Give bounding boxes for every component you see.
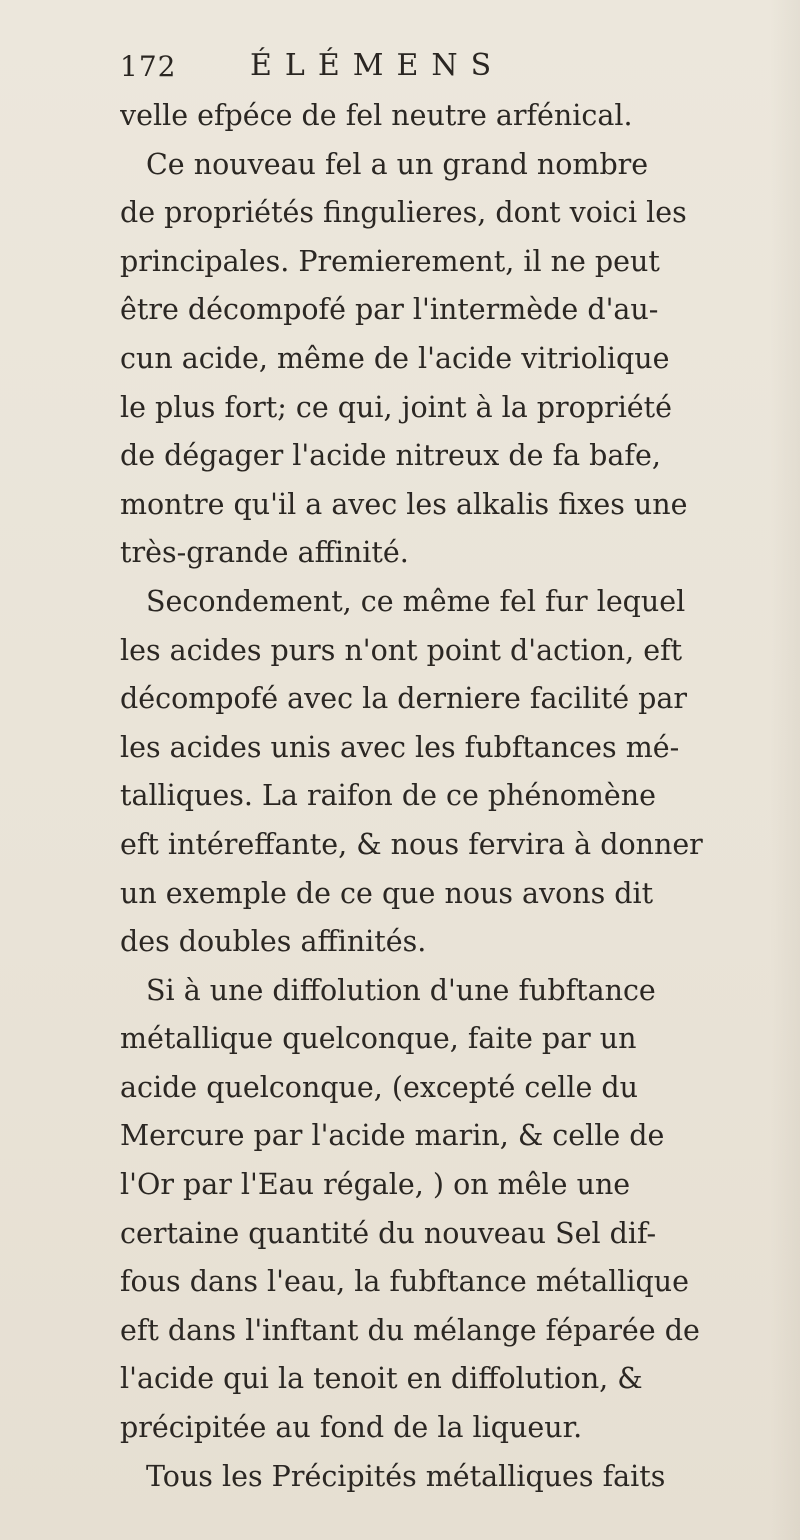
text-line: principales. Premierement, il ne peut	[120, 244, 660, 278]
page-number: 172	[120, 50, 177, 83]
body-text	[120, 92, 788, 1501]
text-line: les acides purs n'ont point d'action, eft	[120, 633, 683, 667]
text-line: acide quelconque, (excepté celle du	[120, 1070, 638, 1104]
text-line: eft dans l'inftant du mélange féparée de	[120, 1313, 700, 1347]
text-line: décompofé avec la derniere facilité par	[120, 682, 687, 716]
text-line: Tous les Précipités métalliques faits	[146, 1459, 666, 1493]
text-line: de dégager l'acide nitreux de fa bafe,	[120, 439, 661, 473]
page-edge-shadow	[770, 0, 800, 1540]
running-title: ÉLÉMENS	[250, 48, 505, 83]
text-line: très-grande affinité.	[120, 536, 409, 570]
text-line: Mercure par l'acide marin, & celle de	[120, 1119, 665, 1153]
text-line: les acides unis avec les fubftances mé-	[120, 730, 680, 764]
text-line: certaine quantité du nouveau Sel dif-	[120, 1216, 657, 1250]
text-line: Ce nouveau fel a un grand nombre	[146, 147, 649, 181]
text-line: un exemple de ce que nous avons dit	[120, 876, 654, 910]
text-line: de propriétés fingulieres, dont voici les	[120, 196, 687, 230]
text-line: l'acide qui la tenoit en diffolution, &	[120, 1362, 643, 1396]
text-line: montre qu'il a avec les alkalis fixes une	[120, 487, 688, 521]
text-line: Si à une diffolution d'une fubftance	[146, 973, 656, 1007]
text-line: talliques. La raifon de ce phénomène	[120, 779, 656, 813]
text-line: l'Or par l'Eau régale, ) on mêle une	[120, 1168, 631, 1202]
text-line: cun acide, même de l'acide vitriolique	[120, 341, 670, 375]
text-line: métallique quelconque, faite par un	[120, 1022, 637, 1056]
page-header	[120, 44, 680, 84]
text-line: être décompofé par l'intermède d'au-	[120, 293, 659, 327]
text-line: des doubles affinités.	[120, 925, 427, 959]
text-line: fous dans l'eau, la fubftance métallique	[120, 1265, 689, 1299]
text-line: Secondement, ce même fel fur lequel	[146, 584, 686, 618]
text-line: velle efpéce de fel neutre arfénical.	[120, 99, 633, 132]
text-line: le plus fort; ce qui, joint à la propriété	[120, 390, 672, 424]
text-line: eft intéreffante, & nous fervira à donner	[120, 827, 703, 861]
text-line: précipitée au fond de la liqueur.	[120, 1411, 583, 1445]
